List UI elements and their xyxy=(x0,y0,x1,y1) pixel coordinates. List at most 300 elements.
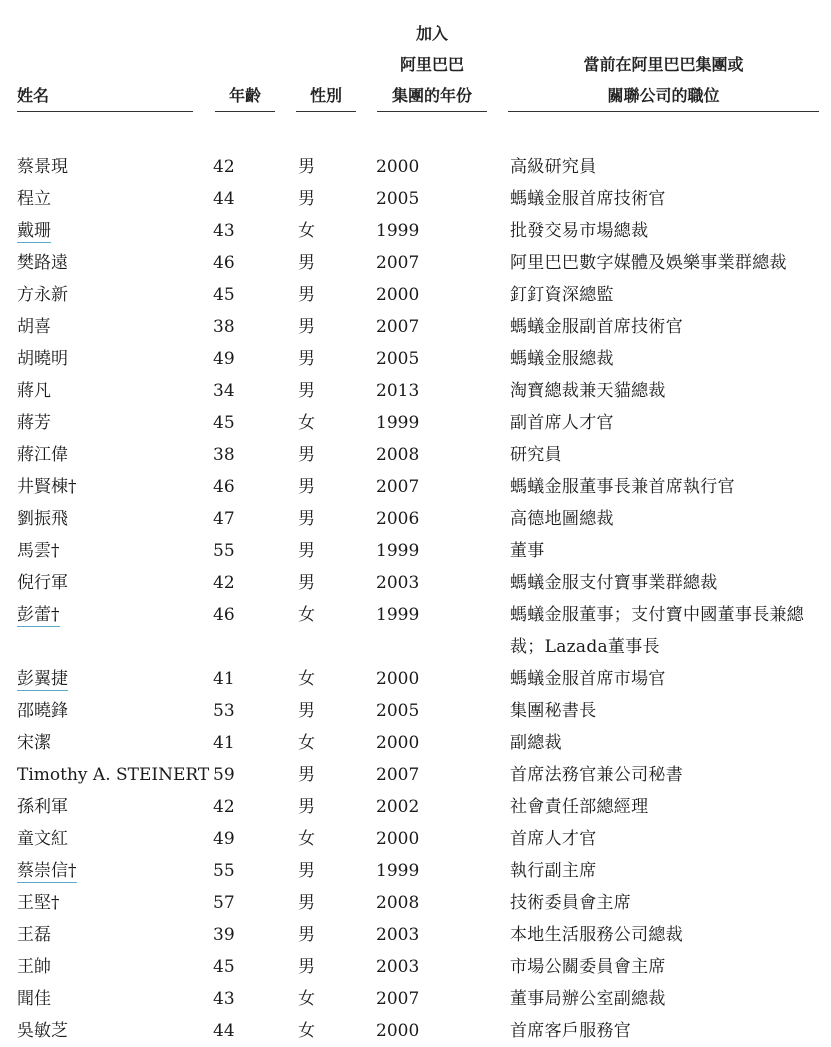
join-year-text: 1999 xyxy=(376,413,420,433)
table-row xyxy=(0,759,831,791)
join-year xyxy=(376,151,419,183)
table-body xyxy=(0,151,831,1047)
person-position xyxy=(510,407,815,439)
join-year xyxy=(376,727,419,759)
person-age-text: 46 xyxy=(213,477,235,497)
join-year-text: 2000 xyxy=(376,733,420,753)
person-gender-text: 男 xyxy=(298,509,315,529)
person-age-text: 49 xyxy=(213,829,235,849)
person-name-text: 王帥 xyxy=(17,957,51,977)
join-year xyxy=(376,887,419,919)
person-age-text: 59 xyxy=(213,765,235,785)
join-year-text: 2000 xyxy=(376,285,420,305)
join-year xyxy=(376,759,419,791)
join-year-text: 1999 xyxy=(376,605,420,625)
header-position-line2: 關聯公司的職位 xyxy=(508,80,819,112)
person-age-text: 42 xyxy=(213,157,235,177)
person-gender-text: 男 xyxy=(298,445,315,465)
person-gender-text: 女 xyxy=(298,989,315,1009)
person-gender-text: 男 xyxy=(298,253,315,273)
person-age xyxy=(213,887,235,919)
join-year xyxy=(376,695,419,727)
person-position-text: 董事局辦公室副總裁 xyxy=(510,989,666,1009)
person-name-text: 胡喜 xyxy=(17,317,51,337)
person-gender xyxy=(298,535,315,567)
join-year xyxy=(376,279,419,311)
person-position-text: 高德地圖總裁 xyxy=(510,509,614,529)
join-year-text: 2000 xyxy=(376,829,420,849)
person-name-text: 蔣江偉 xyxy=(17,445,68,465)
person-gender-text: 男 xyxy=(298,285,315,305)
table-row xyxy=(0,471,831,503)
join-year xyxy=(376,951,419,983)
person-name xyxy=(17,503,68,535)
header-age-label: 年齡 xyxy=(215,80,275,112)
join-year-text: 2000 xyxy=(376,157,420,177)
join-year-text: 2003 xyxy=(376,957,420,977)
person-age xyxy=(213,919,235,951)
person-position xyxy=(510,215,815,247)
table-row xyxy=(0,215,831,247)
person-position-text: 本地生活服務公司總裁 xyxy=(510,925,683,945)
person-name-text: 孫利軍 xyxy=(17,797,68,817)
person-age-text: 43 xyxy=(213,989,235,1009)
header-name xyxy=(17,80,193,112)
person-name xyxy=(17,407,51,439)
person-name xyxy=(17,951,51,983)
person-position xyxy=(510,599,815,663)
person-gender xyxy=(298,823,315,855)
person-name xyxy=(17,663,68,695)
person-position xyxy=(510,887,815,919)
person-name-text: 童文紅 xyxy=(17,829,68,849)
person-age-text: 38 xyxy=(213,317,235,337)
table-row xyxy=(0,439,831,471)
person-name xyxy=(17,215,51,247)
person-age-text: 43 xyxy=(213,221,235,241)
person-gender-text: 女 xyxy=(298,1021,315,1041)
person-position xyxy=(510,375,815,407)
person-name xyxy=(17,439,68,471)
join-year xyxy=(376,407,419,439)
person-name-text: 倪行軍 xyxy=(17,573,68,593)
join-year-text: 1999 xyxy=(376,541,420,561)
person-gender-text: 女 xyxy=(298,669,315,689)
join-year xyxy=(376,503,419,535)
person-age-text: 49 xyxy=(213,349,235,369)
join-year-text: 2005 xyxy=(376,349,420,369)
join-year xyxy=(376,247,419,279)
person-age-text: 34 xyxy=(213,381,235,401)
person-gender-text: 男 xyxy=(298,317,315,337)
table-header xyxy=(0,0,831,112)
person-name xyxy=(17,759,209,791)
person-age-text: 42 xyxy=(213,573,235,593)
person-name xyxy=(17,311,51,343)
person-gender-text: 男 xyxy=(298,765,315,785)
person-position xyxy=(510,471,815,503)
person-position xyxy=(510,759,815,791)
person-age-text: 44 xyxy=(213,189,235,209)
person-name xyxy=(17,823,68,855)
person-name xyxy=(17,247,68,279)
person-position xyxy=(510,247,815,279)
table-row xyxy=(0,375,831,407)
person-name xyxy=(17,855,77,887)
table-row xyxy=(0,567,831,599)
person-age-text: 41 xyxy=(213,669,235,689)
person-position xyxy=(510,439,815,471)
person-age xyxy=(213,151,235,183)
join-year-text: 2007 xyxy=(376,765,420,785)
join-year xyxy=(376,439,419,471)
person-position-text: 阿里巴巴數字媒體及娛樂事業群總裁 xyxy=(510,253,787,273)
person-gender xyxy=(298,407,315,439)
person-age xyxy=(213,503,235,535)
person-position xyxy=(510,919,815,951)
person-position xyxy=(510,983,815,1015)
person-position-text: 批發交易市場總裁 xyxy=(510,221,649,241)
person-age xyxy=(213,247,235,279)
join-year-text: 2005 xyxy=(376,189,420,209)
table-row xyxy=(0,279,831,311)
person-gender xyxy=(298,183,315,215)
person-name-text: 邵曉鋒 xyxy=(17,701,68,721)
person-name-text: 蔣芳 xyxy=(17,413,51,433)
table-row xyxy=(0,247,831,279)
join-year xyxy=(376,183,419,215)
person-position xyxy=(510,343,815,375)
person-age xyxy=(213,727,235,759)
person-age xyxy=(213,1015,235,1047)
person-position xyxy=(510,311,815,343)
table-row xyxy=(0,855,831,887)
person-gender xyxy=(298,855,315,887)
person-gender xyxy=(298,471,315,503)
person-name xyxy=(17,983,51,1015)
person-name xyxy=(17,599,60,631)
person-age xyxy=(213,471,235,503)
table-row xyxy=(0,343,831,375)
person-name-text: 井賢棟† xyxy=(17,477,77,497)
person-name xyxy=(17,279,68,311)
person-position xyxy=(510,695,815,727)
person-gender-text: 男 xyxy=(298,701,315,721)
person-position-text: 首席客戶服務官 xyxy=(510,1021,632,1041)
header-year-line3: 集團的年份 xyxy=(377,80,487,112)
person-gender-text: 男 xyxy=(298,573,315,593)
person-age-text: 53 xyxy=(213,701,235,721)
person-position-text: 螞蟻金服首席市場官 xyxy=(510,669,666,689)
person-gender xyxy=(298,759,315,791)
person-age xyxy=(213,791,235,823)
person-age-text: 55 xyxy=(213,541,235,561)
person-position-text: 淘寶總裁兼天貓總裁 xyxy=(510,381,666,401)
person-position-text: 螞蟻金服副首席技術官 xyxy=(510,317,683,337)
person-name-text: 劉振飛 xyxy=(17,509,68,529)
person-age xyxy=(213,311,235,343)
join-year xyxy=(376,599,419,631)
person-age xyxy=(213,375,235,407)
person-position-text: 董事 xyxy=(510,541,545,561)
person-gender xyxy=(298,919,315,951)
person-gender-text: 男 xyxy=(298,477,315,497)
table-row xyxy=(0,311,831,343)
person-position xyxy=(510,503,815,535)
person-age xyxy=(213,695,235,727)
person-name xyxy=(17,567,68,599)
person-gender xyxy=(298,503,315,535)
person-gender-text: 男 xyxy=(298,541,315,561)
person-age xyxy=(213,599,235,631)
person-position xyxy=(510,855,815,887)
person-name xyxy=(17,343,68,375)
person-gender-text: 女 xyxy=(298,413,315,433)
person-gender-text: 女 xyxy=(298,605,315,625)
header-age xyxy=(215,80,275,112)
person-age-text: 39 xyxy=(213,925,235,945)
table-row xyxy=(0,727,831,759)
person-position-text: 首席法務官兼公司秘書 xyxy=(510,765,683,785)
person-position-text: 螞蟻金服總裁 xyxy=(510,349,614,369)
header-year xyxy=(377,18,487,112)
person-position xyxy=(510,535,815,567)
person-age xyxy=(213,215,235,247)
join-year-text: 2013 xyxy=(376,381,420,401)
join-year xyxy=(376,823,419,855)
person-position-text: 集團秘書長 xyxy=(510,701,597,721)
person-gender xyxy=(298,151,315,183)
person-position-text: 副首席人才官 xyxy=(510,413,614,433)
person-name xyxy=(17,1015,68,1047)
join-year xyxy=(376,919,419,951)
person-gender xyxy=(298,663,315,695)
person-gender xyxy=(298,343,315,375)
table-row xyxy=(0,535,831,567)
join-year-text: 2003 xyxy=(376,573,420,593)
person-age-text: 42 xyxy=(213,797,235,817)
person-age xyxy=(213,951,235,983)
person-gender-text: 女 xyxy=(298,829,315,849)
person-position xyxy=(510,151,815,183)
table-row xyxy=(0,183,831,215)
person-age-text: 45 xyxy=(213,957,235,977)
table-row xyxy=(0,407,831,439)
person-gender xyxy=(298,791,315,823)
join-year-text: 2006 xyxy=(376,509,420,529)
person-gender-text: 男 xyxy=(298,797,315,817)
person-name-text: 王磊 xyxy=(17,925,51,945)
header-position-line1: 當前在阿里巴巴集團或 xyxy=(583,55,744,74)
person-gender-text: 男 xyxy=(298,893,315,913)
person-gender-text: 男 xyxy=(298,861,315,881)
join-year-text: 2007 xyxy=(376,317,420,337)
person-gender xyxy=(298,247,315,279)
person-position-text: 社會責任部總經理 xyxy=(510,797,649,817)
person-position-text: 首席人才官 xyxy=(510,829,597,849)
person-name xyxy=(17,375,51,407)
header-name-label: 姓名 xyxy=(17,80,193,112)
join-year xyxy=(376,791,419,823)
table-row xyxy=(0,151,831,183)
table-row xyxy=(0,1015,831,1047)
person-name-text: 樊路遠 xyxy=(17,253,68,273)
join-year xyxy=(376,311,419,343)
table-row xyxy=(0,599,831,663)
person-gender-text: 男 xyxy=(298,381,315,401)
person-age-text: 55 xyxy=(213,861,235,881)
person-position-text: 執行副主席 xyxy=(510,861,597,881)
person-gender xyxy=(298,311,315,343)
table-row xyxy=(0,823,831,855)
join-year-text: 2008 xyxy=(376,893,420,913)
person-name-text: 王堅† xyxy=(17,893,60,913)
person-position xyxy=(510,1015,815,1047)
table-row xyxy=(0,919,831,951)
person-name-text: 戴珊 xyxy=(17,221,51,241)
person-gender-text: 女 xyxy=(298,733,315,753)
header-gender-label: 性別 xyxy=(296,80,356,112)
table-row xyxy=(0,663,831,695)
person-age xyxy=(213,343,235,375)
person-age xyxy=(213,279,235,311)
person-gender-text: 女 xyxy=(298,221,315,241)
person-gender xyxy=(298,983,315,1015)
person-position-text: 副總裁 xyxy=(510,733,562,753)
header-gender xyxy=(296,80,356,112)
join-year xyxy=(376,343,419,375)
table-row xyxy=(0,791,831,823)
person-age xyxy=(213,535,235,567)
person-age xyxy=(213,567,235,599)
person-gender-text: 男 xyxy=(298,157,315,177)
person-name-text: 宋潔 xyxy=(17,733,51,753)
person-gender xyxy=(298,887,315,919)
person-position xyxy=(510,791,815,823)
person-position xyxy=(510,279,815,311)
join-year xyxy=(376,567,419,599)
person-gender xyxy=(298,1015,315,1047)
header-year-line1: 加入 xyxy=(415,24,448,43)
table-row xyxy=(0,983,831,1015)
person-age-text: 41 xyxy=(213,733,235,753)
person-age-text: 47 xyxy=(213,509,235,529)
join-year-text: 2005 xyxy=(376,701,420,721)
person-position-text: 螞蟻金服董事長兼首席執行官 xyxy=(510,477,735,497)
join-year xyxy=(376,1015,419,1047)
header-position xyxy=(508,49,819,112)
person-age xyxy=(213,183,235,215)
person-name-text: 方永新 xyxy=(17,285,68,305)
person-name-text: 蔡景現 xyxy=(17,157,68,177)
person-position-text: 研究員 xyxy=(510,445,562,465)
person-name-text: 蔡崇信† xyxy=(17,861,77,881)
person-position-text: 市場公關委員會主席 xyxy=(510,957,666,977)
person-age xyxy=(213,823,235,855)
person-gender xyxy=(298,599,315,631)
person-name-text: 馬雲† xyxy=(17,541,60,561)
join-year-text: 2007 xyxy=(376,253,420,273)
person-age-text: 45 xyxy=(213,285,235,305)
person-name-text: 蔣凡 xyxy=(17,381,51,401)
person-age xyxy=(213,663,235,695)
join-year xyxy=(376,663,419,695)
join-year xyxy=(376,375,419,407)
person-name xyxy=(17,887,60,919)
join-year-text: 2008 xyxy=(376,445,420,465)
join-year xyxy=(376,471,419,503)
person-gender xyxy=(298,727,315,759)
person-position-text: 螞蟻金服董事；支付寶中國董事長兼總裁；Lazada董事長 xyxy=(510,605,805,657)
person-name-text: 吳敏芝 xyxy=(17,1021,68,1041)
person-name xyxy=(17,183,51,215)
person-position-text: 高級研究員 xyxy=(510,157,597,177)
join-year-text: 2007 xyxy=(376,477,420,497)
header-year-line2: 阿里巴巴 xyxy=(399,55,464,74)
person-age xyxy=(213,439,235,471)
join-year-text: 2000 xyxy=(376,669,420,689)
person-name-text: Timothy A. STEINERT xyxy=(17,765,210,785)
person-name xyxy=(17,727,51,759)
person-gender xyxy=(298,279,315,311)
person-age-text: 44 xyxy=(213,1021,235,1041)
person-name-text: 胡曉明 xyxy=(17,349,68,369)
person-name xyxy=(17,471,77,503)
person-gender-text: 男 xyxy=(298,349,315,369)
person-age xyxy=(213,759,235,791)
person-position xyxy=(510,823,815,855)
join-year xyxy=(376,983,419,1015)
person-age-text: 57 xyxy=(213,893,235,913)
person-position xyxy=(510,727,815,759)
person-gender-text: 男 xyxy=(298,957,315,977)
person-gender xyxy=(298,567,315,599)
join-year-text: 1999 xyxy=(376,221,420,241)
person-name xyxy=(17,151,68,183)
person-position xyxy=(510,951,815,983)
table-row xyxy=(0,503,831,535)
person-gender xyxy=(298,695,315,727)
person-name xyxy=(17,695,68,727)
person-name-text: 聞佳 xyxy=(17,989,51,1009)
person-age-text: 46 xyxy=(213,253,235,273)
person-name xyxy=(17,791,68,823)
person-name-text: 程立 xyxy=(17,189,51,209)
person-age xyxy=(213,983,235,1015)
person-position-text: 螞蟻金服支付寶事業群總裁 xyxy=(510,573,718,593)
join-year xyxy=(376,215,419,247)
join-year-text: 2007 xyxy=(376,989,420,1009)
person-age xyxy=(213,407,235,439)
person-position-text: 釘釘資深總監 xyxy=(510,285,614,305)
person-gender-text: 男 xyxy=(298,925,315,945)
table-row xyxy=(0,695,831,727)
person-age-text: 46 xyxy=(213,605,235,625)
person-position xyxy=(510,663,815,695)
person-gender xyxy=(298,375,315,407)
person-gender xyxy=(298,951,315,983)
join-year xyxy=(376,855,419,887)
person-gender-text: 男 xyxy=(298,189,315,209)
join-year-text: 1999 xyxy=(376,861,420,881)
person-gender xyxy=(298,439,315,471)
person-name xyxy=(17,535,60,567)
join-year-text: 2003 xyxy=(376,925,420,945)
person-gender xyxy=(298,215,315,247)
person-age-text: 45 xyxy=(213,413,235,433)
person-age xyxy=(213,855,235,887)
person-name-text: 彭蕾† xyxy=(17,605,60,625)
